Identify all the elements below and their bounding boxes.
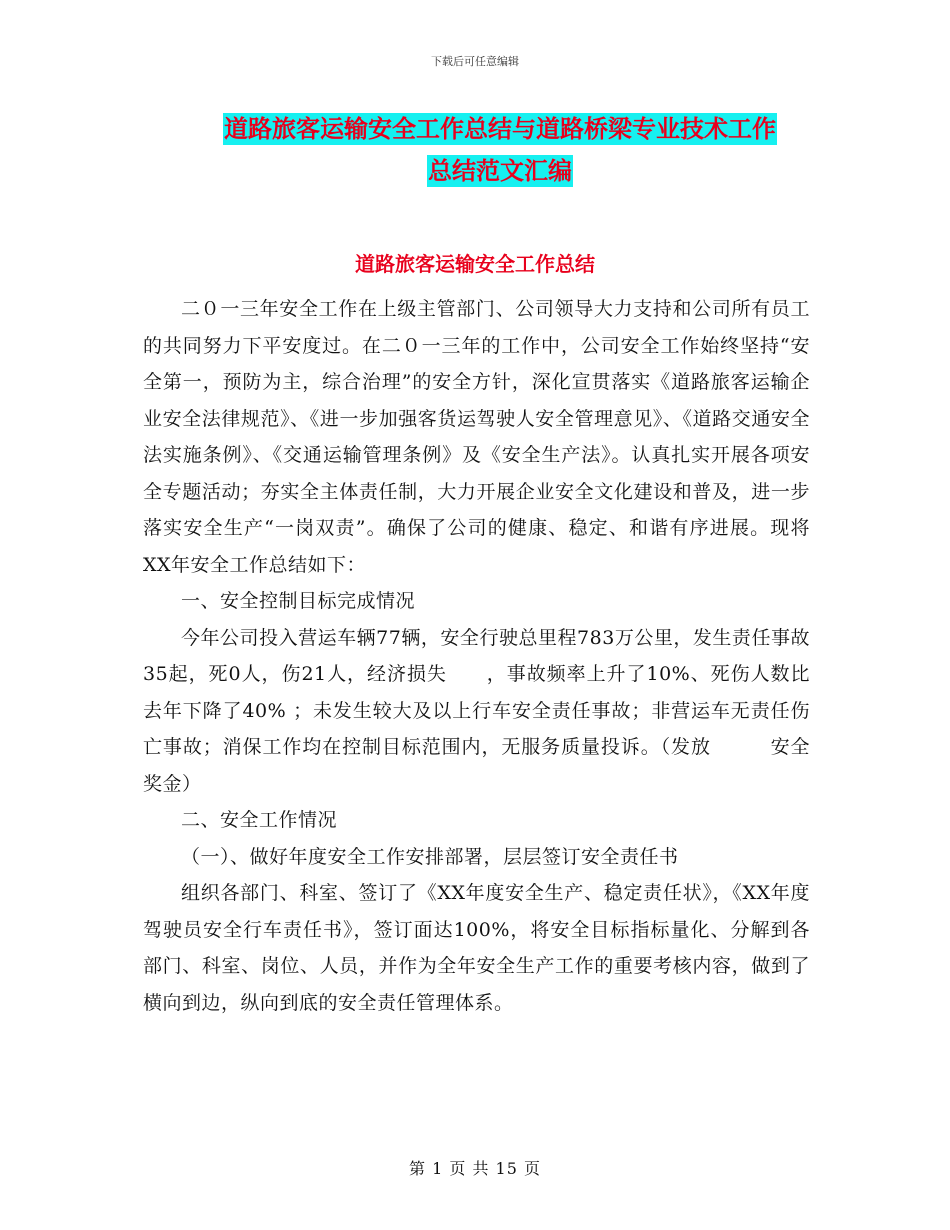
page-number: 第 1 页 共 15 页	[409, 1159, 541, 1178]
paragraph-responsibility: 组织各部门、科室、签订了《XX年度安全生产、稳定责任状》，《XX年度驾驶员安全行车责任书》，签订面达100%，将安全目标指标量化、分解到各部门、科室、岗位、人员，并作为全年安全生产工作的重要考核内容，做到了横向到边，纵向到底的安全责任管理体系。	[143, 882, 810, 1014]
page-header-note: 下载后可任意编辑	[431, 55, 519, 68]
document-body	[143, 291, 810, 1021]
document-title-line2: 总结范文汇编	[428, 157, 572, 185]
heading-safety-targets: 一、安全控制目标完成情况	[181, 590, 416, 612]
heading-safety-work: 二、安全工作情况	[181, 809, 338, 831]
section-title: 道路旅客运输安全工作总结	[355, 252, 595, 276]
subheading-responsibility: （一）、做好年度安全工作安排部署，层层签订安全责任书	[181, 845, 679, 868]
paragraph-safety-targets: 今年公司投入营运车辆77辆，安全行驶总里程783万公里，发生责任事故35起，死0人，伤21人，经济损失 ，事故频率上升了10%、死伤人数比去年下降了40% ；未发生较大及以上行车安全责任事故；非营运车无责任伤亡事故；消保工作均在控制目标范围内，无服务质量投诉。（发放 安全奖金）	[143, 626, 810, 795]
document-title	[150, 108, 850, 192]
paragraph-intro: 二０一三年安全工作在上级主管部门、公司领导大力支持和公司所有员工的共同努力下平安度过。在二０一三年的工作中，公司安全工作始终坚持“安全第一，预防为主，综合治理”的安全方针，深化宣贯落实《道路旅客运输企业安全法律规范》、《进一步加强客货运驾驶人安全管理意见》、《道路交通安全法实施条例》、《交通运输管理条例》及《安全生产法》。认真扎实开展各项安全专题活动；夯实全主体责任制，大力开展企业安全文化建设和普及，进一步落实安全生产“一岗双责”。确保了公司的健康、稳定、和谐有序进展。现将XX年安全工作总结如下：	[143, 298, 810, 576]
document-title-line1: 道路旅客运输安全工作总结与道路桥梁专业技术工作	[224, 115, 776, 143]
